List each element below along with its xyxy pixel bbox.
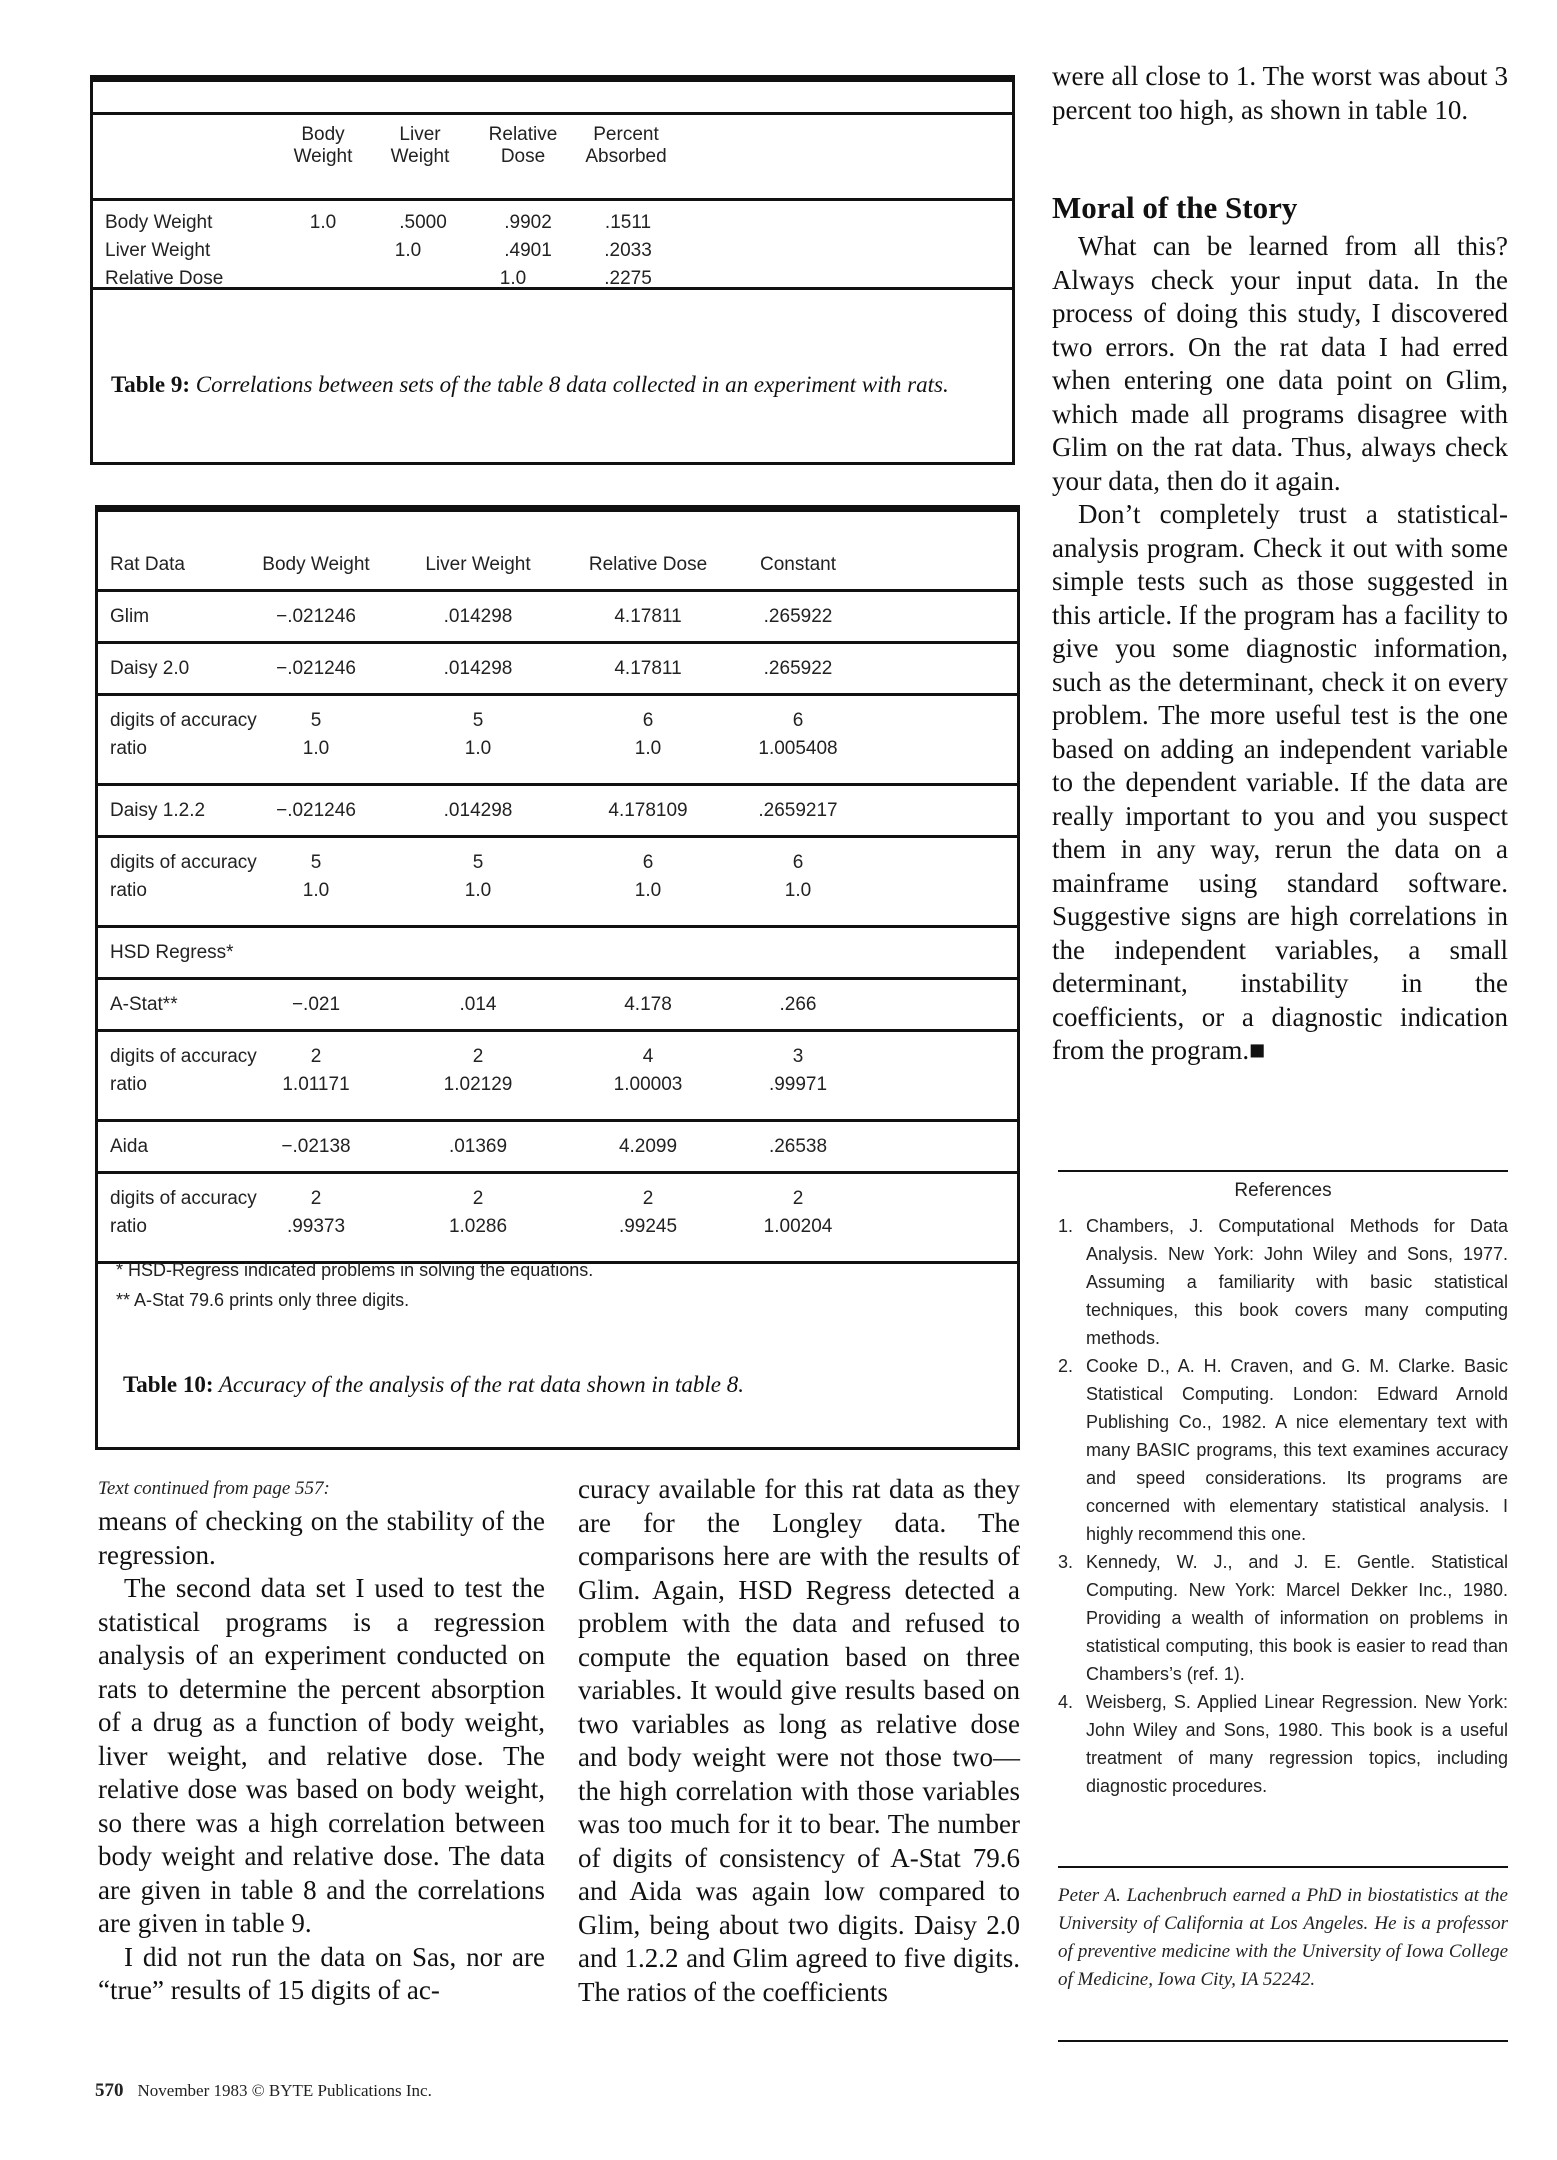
t10-cell: .265922 [763,658,833,679]
continued-note: Text continued from page 557: [98,1478,330,1499]
t10-header: Relative Dose [588,554,708,575]
reference-text: Weisberg, S. Applied Linear Regression. New York: John Wiley and Sons, 1980. This book is a useful treatment of many regression topics, including diagnostic procedures. [1086,1692,1508,1796]
t10-row [98,644,1017,696]
t10-cell: 4.178 [624,994,672,1015]
t10-note: ** A-Stat 79.6 prints only three digits. [116,1290,410,1310]
t10-row-label: digits of accuracy [110,852,257,873]
t10-row-label: Glim [110,606,150,627]
divider [1058,1170,1508,1172]
t10-row-label: digits of accuracy [110,1188,257,1209]
body-column-1 [98,1505,545,2008]
t10-header: Constant [759,554,837,575]
t10-cell: 1.0 [302,880,330,901]
t10-cell: 4.17811 [614,658,682,679]
t10-cell: 6 [642,710,654,731]
t10-note: * HSD-Regress indicated problems in solving the equations. [116,1260,594,1280]
t9-header: Body Weight [293,124,353,167]
t10-cell: 2 [310,1188,322,1209]
t10-caption-text: Accuracy of the analysis of the rat data shown in table 8. [218,1372,744,1397]
t10-row [98,786,1017,838]
paragraph: Don’t completely trust a statistical-analysis program. Check it out with some simple tests such as those suggested in this article. If the program has a facility to give you some diagnostic information, such as the determinant, check it on every problem. The more useful test is the one based on adding an independent variable to the dependent variable. If the data are really important to you and you suspect them in any way, rerun the data on a mainframe using standard software. Suggestive signs are high correlations in the independent variables, a small determinant, instability in the coefficients, or a diagnostic indication from the program.■ [1052,499,1508,1065]
t9-cell: 1.0 [499,268,527,289]
t9-row-label: Liver Weight [105,240,211,261]
footer-text: November 1983 © BYTE Publications Inc. [137,2081,432,2100]
t10-cell: .26538 [768,1136,828,1157]
t10-row [98,928,1017,980]
t10-cell: 1.0 [634,880,662,901]
reference-item [1058,1688,1508,1800]
t10-row [98,1122,1017,1174]
t10-cell: 4.178109 [608,800,688,821]
reference-number: 3. [1058,1552,1074,1572]
t9-cell: 1.0 [309,212,337,233]
reference-text: Kennedy, W. J., and J. E. Gentle. Statistical Computing. New York: Marcel Dekker Inc., 1980. Providing a wealth of information on problems in statistical computing, this book is easier to read than Chambers’s (ref. 1). [1086,1552,1508,1684]
t9-caption-label: Table 9: [111,372,191,397]
section-heading: Moral of the Story [1052,190,1298,225]
reference-item [1058,1352,1508,1548]
t10-header: Rat Data [110,554,185,575]
t10-row-label: Aida [110,1136,149,1157]
page-number: 570 [95,2080,124,2101]
t10-cell: −.02138 [281,1136,351,1157]
t10-cell: 5 [310,710,322,731]
t10-cell: 6 [792,710,804,731]
t10-cell: .2659217 [758,800,838,821]
t9-caption-text: Correlations between sets of the table 8 data collected in an experiment with rats. [195,372,949,397]
reference-number: 1. [1058,1216,1074,1236]
t10-cell: .99373 [286,1216,346,1237]
t10-cell: 1.0 [464,880,492,901]
t10-cell: 2 [642,1188,654,1209]
t10-cell: 1.0 [784,880,812,901]
t10-row [98,1174,1017,1264]
t9-cell: .5000 [399,212,447,233]
t10-row-label: ratio [110,1074,147,1095]
reference-number: 4. [1058,1692,1074,1712]
t10-cell: .014298 [443,658,513,679]
t10-cell: .99971 [768,1074,828,1095]
table-9 [90,75,1015,465]
body-column-2 [578,1473,1020,2009]
t9-header: Relative Dose [488,124,558,167]
t10-cell: 2 [310,1046,322,1067]
t10-cell: 5 [310,852,322,873]
paragraph: were all close to 1. The worst was about 3 percent too high, as shown in table 10. [1052,61,1508,125]
t10-cell: 1.00003 [613,1074,683,1095]
divider [1058,1866,1508,1868]
references-title: References [1234,1180,1332,1201]
t10-cell: 1.0 [634,738,662,759]
t10-row-label: ratio [110,1216,147,1237]
t10-cell: 1.0 [464,738,492,759]
t9-cell: .9902 [504,212,552,233]
t10-header-row [98,542,1017,592]
t10-cell: 1.005408 [758,738,838,759]
t10-caption [123,1372,744,1398]
t9-row-label: Relative Dose [105,268,224,289]
t10-cell: 1.0286 [448,1216,508,1237]
t10-header: Body Weight [262,554,370,575]
t10-cell: 2 [472,1046,484,1067]
t10-cell: 3 [792,1046,804,1067]
divider [1058,2040,1508,2042]
t10-cell: 1.01171 [282,1074,350,1095]
t9-cell: .1511 [604,212,652,233]
references-list [1058,1212,1508,1800]
t9-row-label: Body Weight [105,212,213,233]
reference-item [1058,1212,1508,1352]
t10-cell: 5 [472,852,484,873]
t9-header: Percent Absorbed [585,124,667,167]
moral-body [1052,230,1508,1068]
t10-cell: 6 [792,852,804,873]
t10-cell: 4 [642,1046,654,1067]
t10-cell: 1.00204 [763,1216,833,1237]
t10-cell: −.021246 [276,606,356,627]
t10-row [98,980,1017,1032]
t10-cell: 4.17811 [614,606,682,627]
t10-row-label: digits of accuracy [110,1046,257,1067]
t10-row [98,696,1017,786]
author-bio: Peter A. Lachenbruch earned a PhD in biostatistics at the University of California at Los Angeles. He is a professor of preventive medicine with the University of Iowa College of Medicine, Iowa City, IA 52242. [1058,1885,1508,1990]
reference-item [1058,1548,1508,1688]
t10-cell: 6 [642,852,654,873]
paragraph: means of checking on the stability of the regression. [98,1506,545,1570]
t10-cell: .01369 [448,1136,508,1157]
t10-row [98,1032,1017,1122]
t10-row [98,592,1017,644]
t10-row-label: A-Stat** [110,994,178,1015]
t10-cell: 1.02129 [443,1074,513,1095]
t10-cell: .266 [779,994,817,1015]
body-column-3-top [1052,60,1508,127]
t9-cell: .4901 [504,240,552,261]
t10-cell: 4.2099 [618,1136,678,1157]
t10-row-label: ratio [110,738,147,759]
t10-cell: .99245 [618,1216,678,1237]
t10-row-label: digits of accuracy [110,710,257,731]
t9-caption [111,372,949,398]
table-10 [95,505,1020,1450]
t10-cell: −.021 [291,994,341,1015]
t9-cell: 1.0 [394,240,422,261]
paragraph: What can be learned from all this? Always check your input data. In the process of doing this study, I discovered two errors. On the rat data I had erred when entering one data point on Glim, which made all programs disagree with Glim on the rat data. Thus, always check your data, then do it again. [1052,231,1508,496]
t9-cell: .2033 [604,240,652,261]
reference-number: 2. [1058,1356,1074,1376]
t10-header: Liver Weight [425,554,531,575]
t10-row-label: Daisy 1.2.2 [110,800,206,821]
t10-row-label: HSD Regress* [110,942,234,963]
t10-cell: −.021246 [276,800,356,821]
t10-row [98,838,1017,928]
paragraph: I did not run the data on Sas, nor are “true” results of 15 digits of ac- [98,1941,545,2005]
t10-caption-label: Table 10: [123,1372,214,1397]
t10-cell: 5 [472,710,484,731]
t10-row-label: ratio [110,880,147,901]
t10-cell: .014298 [443,800,513,821]
t10-cell: 2 [792,1188,804,1209]
t10-cell: 1.0 [302,738,330,759]
t10-cell: .014298 [443,606,513,627]
reference-text: Chambers, J. Computational Methods for Data Analysis. New York: John Wiley and Sons, 1977. Assuming a familiarity with basic statistical techniques, this book covers many computing methods. [1086,1216,1508,1348]
t10-cell: −.021246 [276,658,356,679]
t9-cell: .2275 [604,268,652,289]
t9-header: Liver Weight [390,124,450,167]
t10-cell: 2 [472,1188,484,1209]
t10-cell: .014 [459,994,497,1015]
reference-text: Cooke D., A. H. Craven, and G. M. Clarke. Basic Statistical Computing. London: Edward Arnold Publishing Co., 1982. A nice elementary text with many BASIC programs, this text examines accuracy and speed considerations. Its programs are concerned with elementary statistical analysis. I highly recommend this one. [1086,1356,1508,1544]
page-footer [95,2080,432,2102]
t10-row-label: Daisy 2.0 [110,658,190,679]
paragraph: curacy available for this rat data as they are for the Longley data. The comparisons here are with the results of Glim. Again, HSD Regress detected a problem with the data and refused to compute the equation based on three variables. It would give results based on two variables as long as relative dose and body weight were not those two—the high correlation with those variables was too much for it to bear. The number of digits of consistency of A-Stat 79.6 and Aida was again low compared to Glim, being about two digits. Daisy 2.0 and 1.2.2 and Glim agreed to five digits. The ratios of the coefficients [578,1474,1020,2007]
paragraph: The second data set I used to test the statistical programs is a regression analysis of an experiment conducted on rats to determine the percent absorption of a drug as a function of body weight, liver weight, and relative dose. The relative dose was based on body weight, so there was a high correlation between body weight and relative dose. The data are given in table 8 and the correlations are given in table 9. [98,1573,545,1938]
t10-cell: .265922 [763,606,833,627]
